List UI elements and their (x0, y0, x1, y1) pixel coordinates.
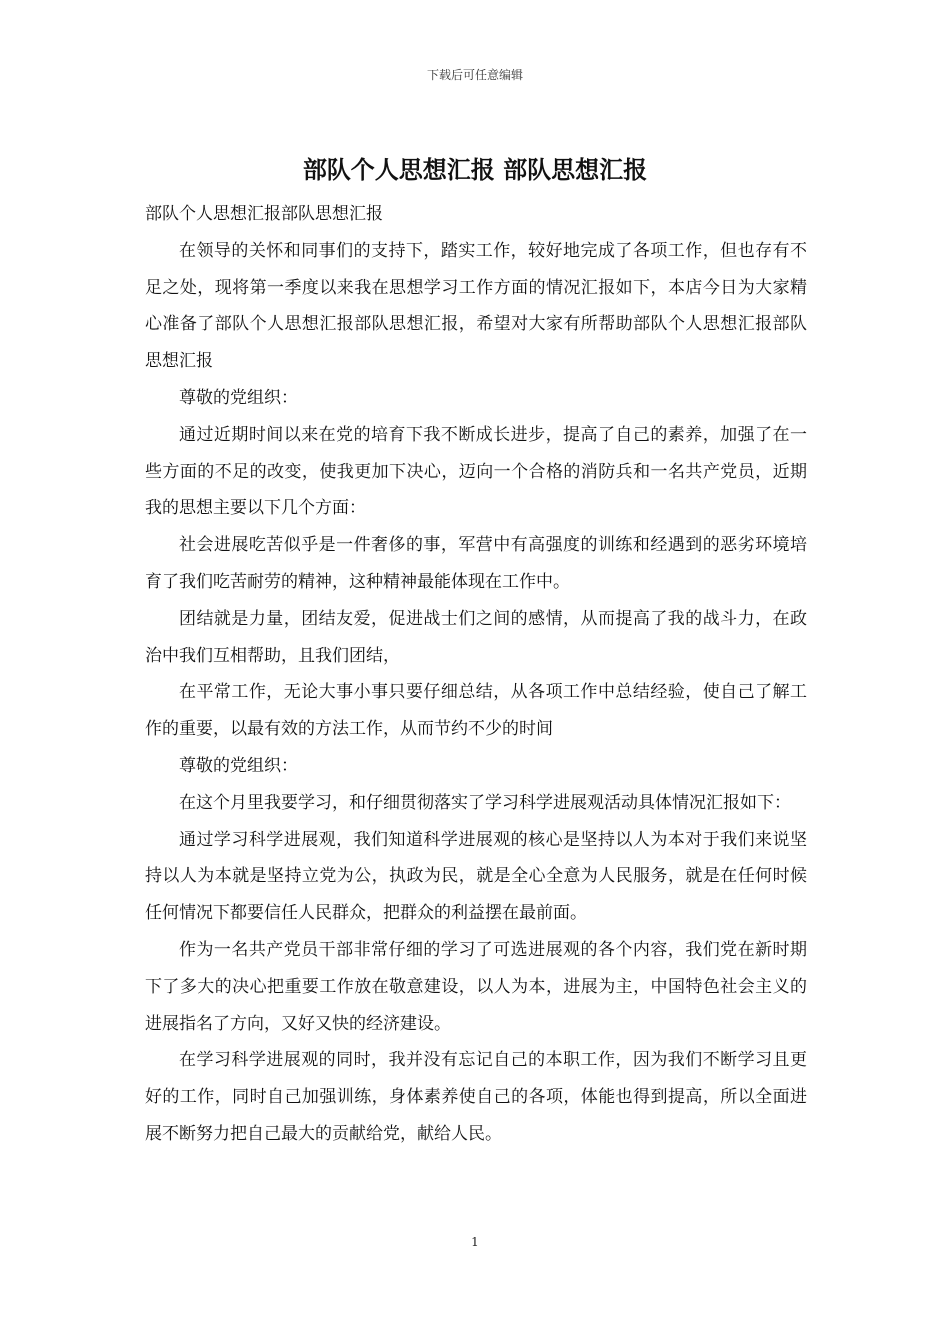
paragraph: 在平常工作，无论大事小事只要仔细总结，从各项工作中总结经验，使自己了解工作的重要，以最有效的方法工作，从而节约不少的时间 (145, 682, 807, 740)
paragraph: 团结就是力量，团结友爱，促进战士们之间的感情，从而提高了我的战斗力，在政治中我们互相帮助，且我们团结， (145, 608, 807, 666)
page-number: 1 (471, 1235, 479, 1249)
document-body (145, 196, 807, 1153)
paragraph: 在学习科学进展观的同时，我并没有忘记自己的本职工作，因为我们不断学习且更好的工作，同时自己加强训练，身体素养使自己的各项，体能也得到提高，所以全面进展不断努力把自己最大的贡献给党，献给人民。 (145, 1050, 807, 1144)
paragraph: 尊敬的党组织： (179, 755, 298, 776)
paragraph: 作为一名共产党员干部非常仔细的学习了可选进展观的各个内容，我们党在新时期下了多大的决心把重要工作放在敬意建设，以人为本，进展为主，中国特色社会主义的进展指名了方向，又好又快的经济建设。 (145, 939, 807, 1034)
paragraph: 通过近期时间以来在党的培育下我不断成长进步，提高了自己的素养，加强了在一些方面的不足的改变，使我更加下决心，迈向一个合格的消防兵和一名共产党员，近期我的思想主要以下几个方面： (145, 424, 807, 519)
page-header-note: 下载后可任意编辑 (426, 68, 523, 82)
paragraph: 部队个人思想汇报部队思想汇报 (145, 204, 383, 224)
paragraph: 通过学习科学进展观，我们知道科学进展观的核心是坚持以人为本对于我们来说坚持以人为本就是坚持立党为公，执政为民，就是全心全意为人民服务，就是在任何时候任何情况下都要信任人民群众，把群众的利益摆在最前面。 (145, 829, 807, 924)
document-title: 部队个人思想汇报 部队思想汇报 (302, 155, 648, 184)
paragraph: 社会进展吃苦似乎是一件奢侈的事，军营中有高强度的训练和经遇到的恶劣环境培育了我们吃苦耐劳的精神，这种精神最能体现在工作中。 (145, 535, 807, 592)
paragraph: 在这个月里我要学习，和仔细贯彻落实了学习科学进展观活动具体情况汇报如下： (179, 792, 791, 813)
paragraph: 尊敬的党组织： (179, 387, 298, 408)
paragraph: 在领导的关怀和同事们的支持下，踏实工作，较好地完成了各项工作，但也存有不足之处，现将第一季度以来我在思想学习工作方面的情况汇报如下，本店今日为大家精心准备了部队个人思想汇报部队思想汇报，希望对大家有所帮助部队个人思想汇报部队思想汇报 (145, 240, 807, 372)
